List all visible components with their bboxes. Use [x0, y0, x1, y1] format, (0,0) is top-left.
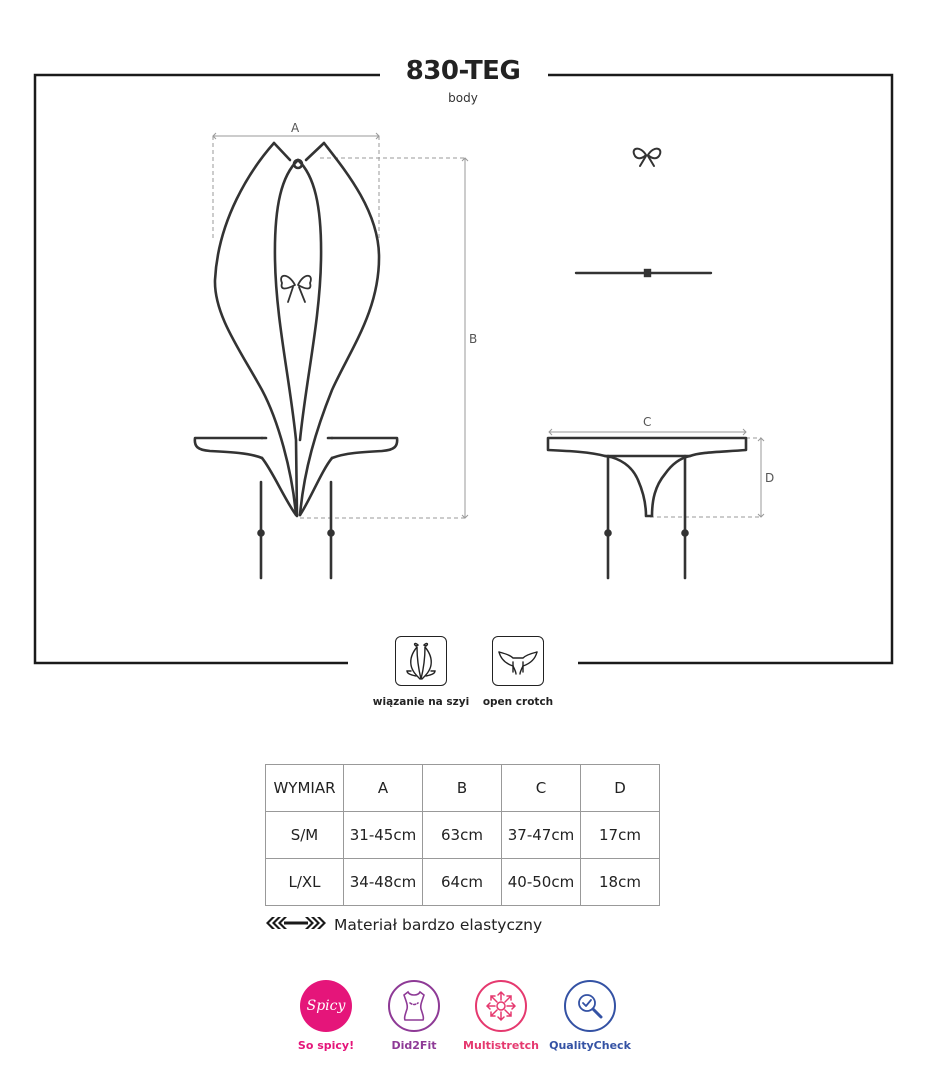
back-strap-drawing [576, 270, 711, 276]
feature-halter [366, 636, 476, 708]
table-cell: 64cm [423, 859, 502, 906]
size-table-header-row [266, 765, 660, 812]
material-note-text: Materiał bardzo elastyczny [334, 916, 543, 934]
feature-open-crotch [463, 636, 573, 708]
table-header-cell: B [423, 765, 502, 812]
stretch-arrows-icon [475, 980, 527, 1032]
dimension-label-c: C [643, 415, 652, 429]
halter-body-icon [395, 636, 447, 686]
badge-so-spicy-label: So spicy! [297, 1039, 355, 1052]
badge-quality-check-label: QualityCheck [549, 1039, 631, 1052]
spicy-icon-text: Spicy [306, 998, 346, 1014]
table-cell: 31-45cm [344, 812, 423, 859]
badge-did2fit-label: Did2Fit [391, 1039, 437, 1052]
table-cell: S/M [266, 812, 344, 859]
spicy-icon [300, 980, 352, 1032]
table-header-cell: C [502, 765, 581, 812]
table-header-cell: A [344, 765, 423, 812]
body-front-drawing [195, 143, 397, 578]
dimension-label-a: A [291, 121, 300, 135]
table-cell: 63cm [423, 812, 502, 859]
size-table [265, 764, 660, 906]
badge-multistretch-label: Multistretch [463, 1039, 539, 1052]
thong-back-drawing [548, 438, 746, 578]
table-cell: 34-48cm [344, 859, 423, 906]
table-cell: 37-47cm [502, 812, 581, 859]
product-code: 830-TEG [405, 56, 521, 86]
material-note [266, 916, 542, 934]
table-row [266, 859, 660, 906]
magnifier-check-icon [564, 980, 616, 1032]
table-header-cell: D [581, 765, 660, 812]
product-type: body [448, 91, 478, 105]
table-cell: 17cm [581, 812, 660, 859]
frame-border [35, 75, 892, 663]
table-cell: L/XL [266, 859, 344, 906]
stretch-arrow-icon [266, 916, 326, 934]
dimension-label-d: D [765, 471, 775, 485]
back-bow-drawing [634, 149, 661, 166]
feature-halter-label: wiązanie na szyi [372, 696, 470, 708]
dress-fit-icon [388, 980, 440, 1032]
table-cell: 18cm [581, 859, 660, 906]
dimension-guides-front [213, 133, 468, 518]
dimension-guides-back [549, 429, 764, 517]
badge-multistretch [456, 980, 546, 1052]
feature-open-crotch-label: open crotch [482, 696, 554, 708]
badge-did2fit [369, 980, 459, 1052]
badge-quality-check [545, 980, 635, 1052]
badge-so-spicy [281, 980, 371, 1052]
dimension-label-b: B [469, 332, 478, 346]
table-cell: 40-50cm [502, 859, 581, 906]
table-header-cell: WYMIAR [266, 765, 344, 812]
table-row [266, 812, 660, 859]
open-crotch-icon [492, 636, 544, 686]
